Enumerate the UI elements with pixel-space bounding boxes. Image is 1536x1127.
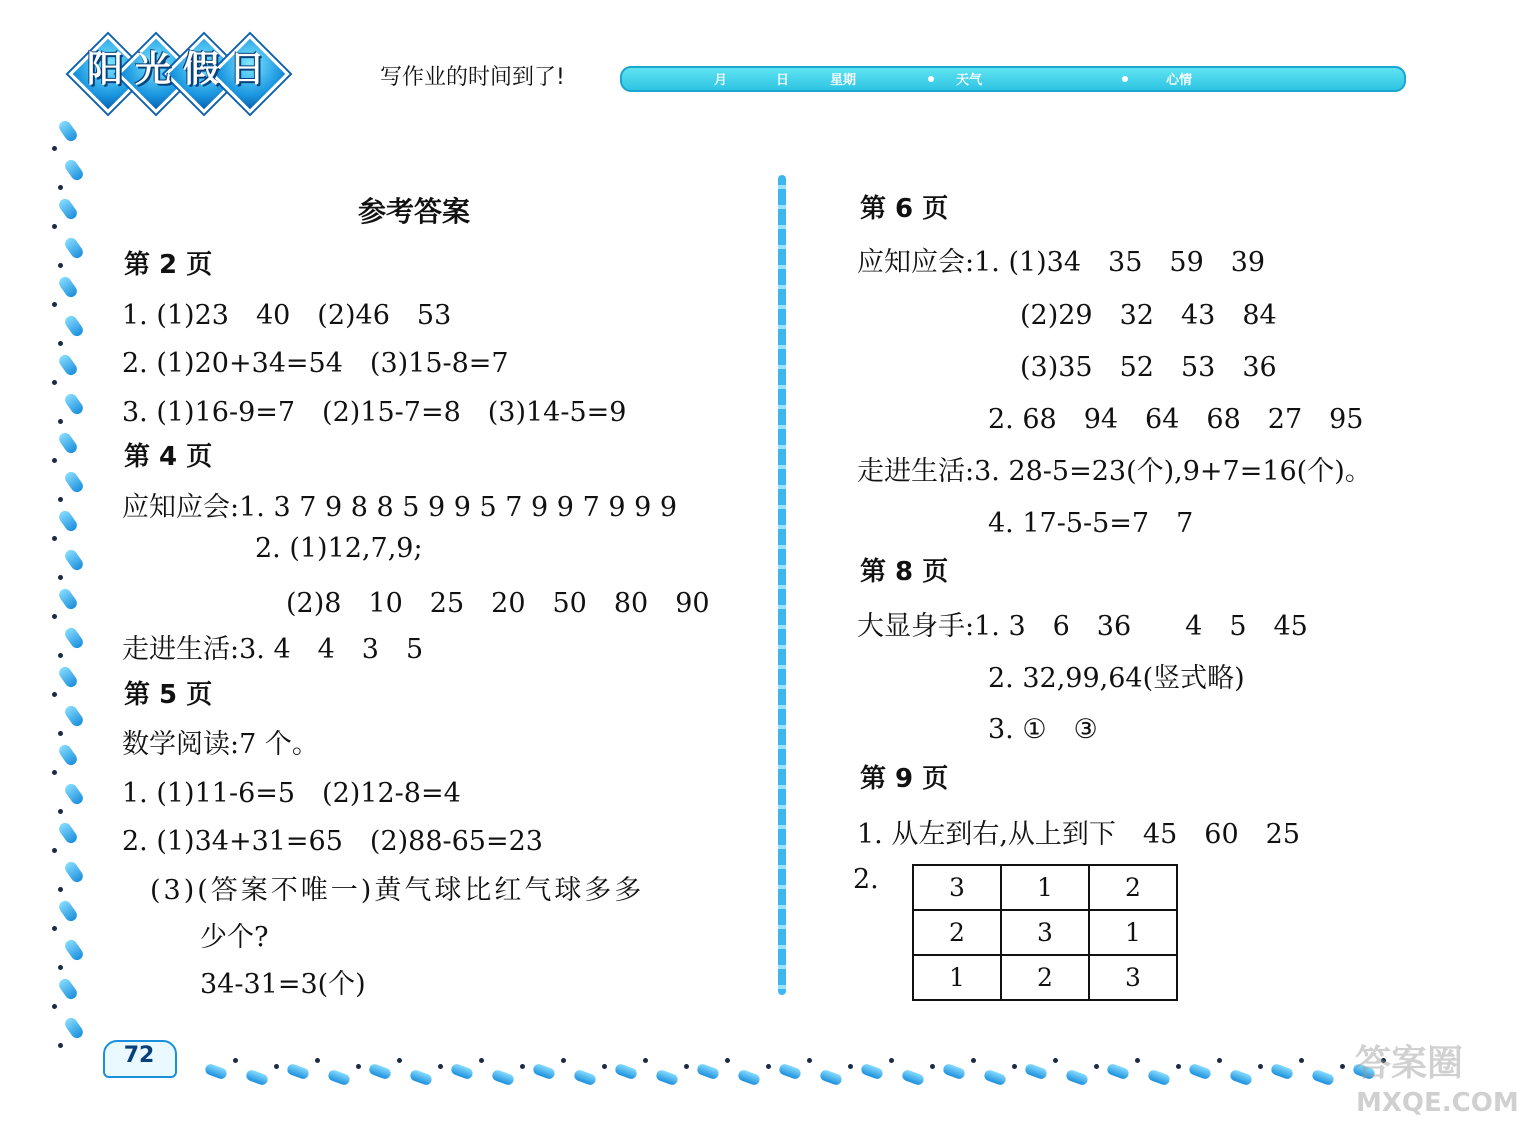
dot-decoration <box>52 926 57 931</box>
dot-decoration <box>58 653 63 658</box>
bead-decoration <box>63 704 85 729</box>
dot-decoration <box>52 380 57 385</box>
bead-decoration <box>491 1069 515 1087</box>
dot-decoration <box>274 1064 279 1069</box>
table-row <box>913 955 1177 1000</box>
bead-decoration <box>368 1063 392 1081</box>
dot-decoration <box>52 692 57 697</box>
bead-decoration <box>57 977 79 1002</box>
bead-decoration <box>655 1069 679 1087</box>
bead-decoration <box>245 1069 269 1087</box>
bead-decoration <box>57 275 79 300</box>
bead-decoration <box>57 587 79 612</box>
section-heading: 第 8 页 <box>860 557 949 587</box>
table-cell: 3 <box>1089 955 1177 1000</box>
bead-decoration <box>63 1016 85 1041</box>
section-heading: 第 9 页 <box>860 764 949 794</box>
dot-decoration <box>725 1058 730 1063</box>
banner-weekday: 星期 <box>830 73 857 88</box>
date-weather-banner <box>620 66 1406 92</box>
table-cell: 2 <box>913 910 1001 955</box>
bead-decoration <box>573 1069 597 1087</box>
dot-decoration <box>1094 1064 1099 1069</box>
dot-decoration <box>58 731 63 736</box>
table-row <box>913 910 1177 955</box>
table-cell: 3 <box>913 865 1001 910</box>
table-cell: 3 <box>1001 910 1089 955</box>
page-number-badge <box>103 1040 175 1080</box>
bead-decoration <box>409 1069 433 1087</box>
dot-decoration <box>58 575 63 580</box>
bead-decoration <box>63 158 85 183</box>
dot-decoration <box>1135 1058 1140 1063</box>
bead-decoration <box>286 1063 310 1081</box>
dot-decoration <box>52 146 57 151</box>
bead-decoration <box>57 899 79 924</box>
bead-decoration <box>860 1063 884 1081</box>
bead-decoration <box>778 1063 802 1081</box>
dot-decoration <box>58 809 63 814</box>
banner-weather: 天气 <box>956 73 983 88</box>
bead-decoration <box>63 782 85 807</box>
column-divider <box>778 175 786 995</box>
dot-decoration <box>58 497 63 502</box>
answer-line: 3. ① ③ <box>988 714 1098 745</box>
bead-decoration <box>204 1063 228 1081</box>
answer-line: (3)35 52 53 36 <box>1020 352 1277 383</box>
banner-month: 月 <box>714 73 728 88</box>
table-cell: 1 <box>913 955 1001 1000</box>
dot-decoration <box>766 1064 771 1069</box>
bead-decoration <box>614 1063 638 1081</box>
bead-decoration <box>1188 1063 1212 1081</box>
dot-decoration <box>315 1058 320 1063</box>
answer-line: 数学阅读:7 个。 <box>122 729 319 760</box>
dot-decoration <box>684 1064 689 1069</box>
bead-decoration <box>57 119 79 144</box>
dot-decoration <box>930 1064 935 1069</box>
answer-line: 大显身手:1. 3 6 36 4 5 45 <box>857 611 1308 642</box>
answer-line: 2. (1)34+31=65 (2)88-65=23 <box>122 826 543 857</box>
dot-decoration <box>52 302 57 307</box>
answer-line: 1. (1)11-6=5 (2)12-8=4 <box>122 778 461 809</box>
answer-line: 2. <box>853 864 879 895</box>
dot-decoration <box>1012 1064 1017 1069</box>
watermark-logo: 答案圈 <box>1355 1043 1464 1084</box>
dot-decoration <box>52 770 57 775</box>
dot-decoration <box>1053 1058 1058 1063</box>
bead-decoration <box>57 743 79 768</box>
dot-decoration <box>52 848 57 853</box>
bead-decoration <box>63 236 85 261</box>
table-cell: 2 <box>1089 865 1177 910</box>
banner-mood: 心情 <box>1166 73 1193 88</box>
banner-day: 日 <box>776 73 790 88</box>
dot-decoration <box>561 1058 566 1063</box>
bead-decoration <box>57 821 79 846</box>
dot-decoration <box>971 1058 976 1063</box>
bead-decoration <box>1106 1063 1130 1081</box>
bead-decoration <box>57 353 79 378</box>
bead-decoration <box>1024 1063 1048 1081</box>
dot-decoration <box>889 1058 894 1063</box>
bead-decoration <box>450 1063 474 1081</box>
table-cell: 1 <box>1089 910 1177 955</box>
answer-line: 1. (1)23 40 (2)46 53 <box>122 300 452 331</box>
dot-decoration <box>397 1058 402 1063</box>
answer-line: (2)8 10 25 20 50 80 90 <box>286 588 710 619</box>
bead-decoration <box>1229 1069 1253 1087</box>
watermark-url: MXQE.COM <box>1356 1088 1519 1118</box>
section-heading: 第 6 页 <box>860 194 949 224</box>
bead-decoration <box>1065 1069 1089 1087</box>
answer-line: (2)29 32 43 84 <box>1020 300 1277 331</box>
answer-line: 4. 17-5-5=7 7 <box>988 508 1194 539</box>
bead-decoration <box>819 1069 843 1087</box>
dot-decoration <box>479 1058 484 1063</box>
page-title: 参考答案 <box>358 195 471 228</box>
dot-decoration <box>58 419 63 424</box>
answer-line: 3. (1)16-9=7 (2)15-7=8 (3)14-5=9 <box>122 397 627 428</box>
dot-decoration <box>52 458 57 463</box>
bead-decoration <box>63 548 85 573</box>
bead-decoration <box>737 1069 761 1087</box>
section-heading: 第 4 页 <box>124 442 213 472</box>
bead-decoration <box>63 314 85 339</box>
section-heading: 第 5 页 <box>124 680 213 710</box>
dot-decoration <box>1217 1058 1222 1063</box>
dot-decoration <box>58 1043 63 1048</box>
logo-char: 日 <box>228 49 265 90</box>
section-heading: 第 2 页 <box>124 250 213 280</box>
dot-decoration <box>1299 1058 1304 1063</box>
dot-decoration <box>58 341 63 346</box>
dot-decoration <box>233 1058 238 1063</box>
page-number: 72 <box>123 1043 155 1068</box>
dot-decoration <box>643 1058 648 1063</box>
dot-decoration <box>438 1064 443 1069</box>
answer-line: 应知应会:1. (1)34 35 59 39 <box>857 247 1266 278</box>
logo-char: 假 <box>182 49 219 90</box>
bead-decoration <box>532 1063 556 1081</box>
dot-decoration <box>58 887 63 892</box>
answer-line: 2. (1)20+34=54 (3)15-8=7 <box>122 348 509 379</box>
answer-line: 2. 32,99,64(竖式略) <box>988 663 1245 694</box>
bead-decoration <box>942 1063 966 1081</box>
answer-line: 走进生活:3. 28-5=23(个),9+7=16(个)。 <box>857 456 1372 487</box>
answer-line: 34-31=3(个) <box>200 969 366 1000</box>
bead-decoration <box>696 1063 720 1081</box>
dot-decoration <box>58 185 63 190</box>
bead-decoration <box>57 665 79 690</box>
bead-decoration <box>63 860 85 885</box>
logo-char: 光 <box>134 49 171 90</box>
dot-decoration <box>848 1064 853 1069</box>
table-cell: 1 <box>1001 865 1089 910</box>
logo-char: 阳 <box>86 49 123 90</box>
dot-decoration <box>1258 1064 1263 1069</box>
bead-decoration <box>57 431 79 456</box>
bead-decoration <box>57 509 79 534</box>
bead-decoration <box>327 1069 351 1087</box>
bead-decoration <box>1311 1069 1335 1087</box>
dot-decoration <box>58 965 63 970</box>
answer-line: 2. (1)12,7,9; <box>255 533 423 564</box>
dot-decoration <box>52 614 57 619</box>
bead-decoration <box>901 1069 925 1087</box>
answer-line: 走进生活:3. 4 4 3 5 <box>122 634 424 665</box>
dot-decoration <box>602 1064 607 1069</box>
dot-decoration <box>52 1004 57 1009</box>
answer-line: 少个? <box>200 922 269 953</box>
bead-decoration <box>983 1069 1007 1087</box>
answer-line: (3)(答案不唯一)黄气球比红气球多多 <box>150 875 645 906</box>
dot-decoration <box>58 263 63 268</box>
slogan: 写作业的时间到了! <box>380 65 565 90</box>
answer-line: 1. 从左到右,从上到下 45 60 25 <box>857 819 1300 850</box>
table-cell: 2 <box>1001 955 1089 1000</box>
bead-decoration <box>63 626 85 651</box>
bead-decoration <box>63 392 85 417</box>
bead-decoration <box>1147 1069 1171 1087</box>
bead-decoration <box>63 938 85 963</box>
bead-decoration <box>1270 1063 1294 1081</box>
dot-decoration <box>356 1064 361 1069</box>
dot-decoration <box>52 224 57 229</box>
dot-decoration <box>52 536 57 541</box>
answer-line: 应知应会:1. 3 7 9 8 8 5 9 9 5 7 9 9 7 9 9 9 <box>122 492 678 523</box>
table-row <box>913 865 1177 910</box>
dot-decoration <box>807 1058 812 1063</box>
bead-decoration <box>57 197 79 222</box>
dot-decoration <box>1176 1064 1181 1069</box>
answer-grid-table <box>912 864 1178 1001</box>
bead-decoration <box>63 470 85 495</box>
answer-line: 2. 68 94 64 68 27 95 <box>988 404 1364 435</box>
dot-decoration <box>520 1064 525 1069</box>
dot-decoration <box>1340 1064 1345 1069</box>
